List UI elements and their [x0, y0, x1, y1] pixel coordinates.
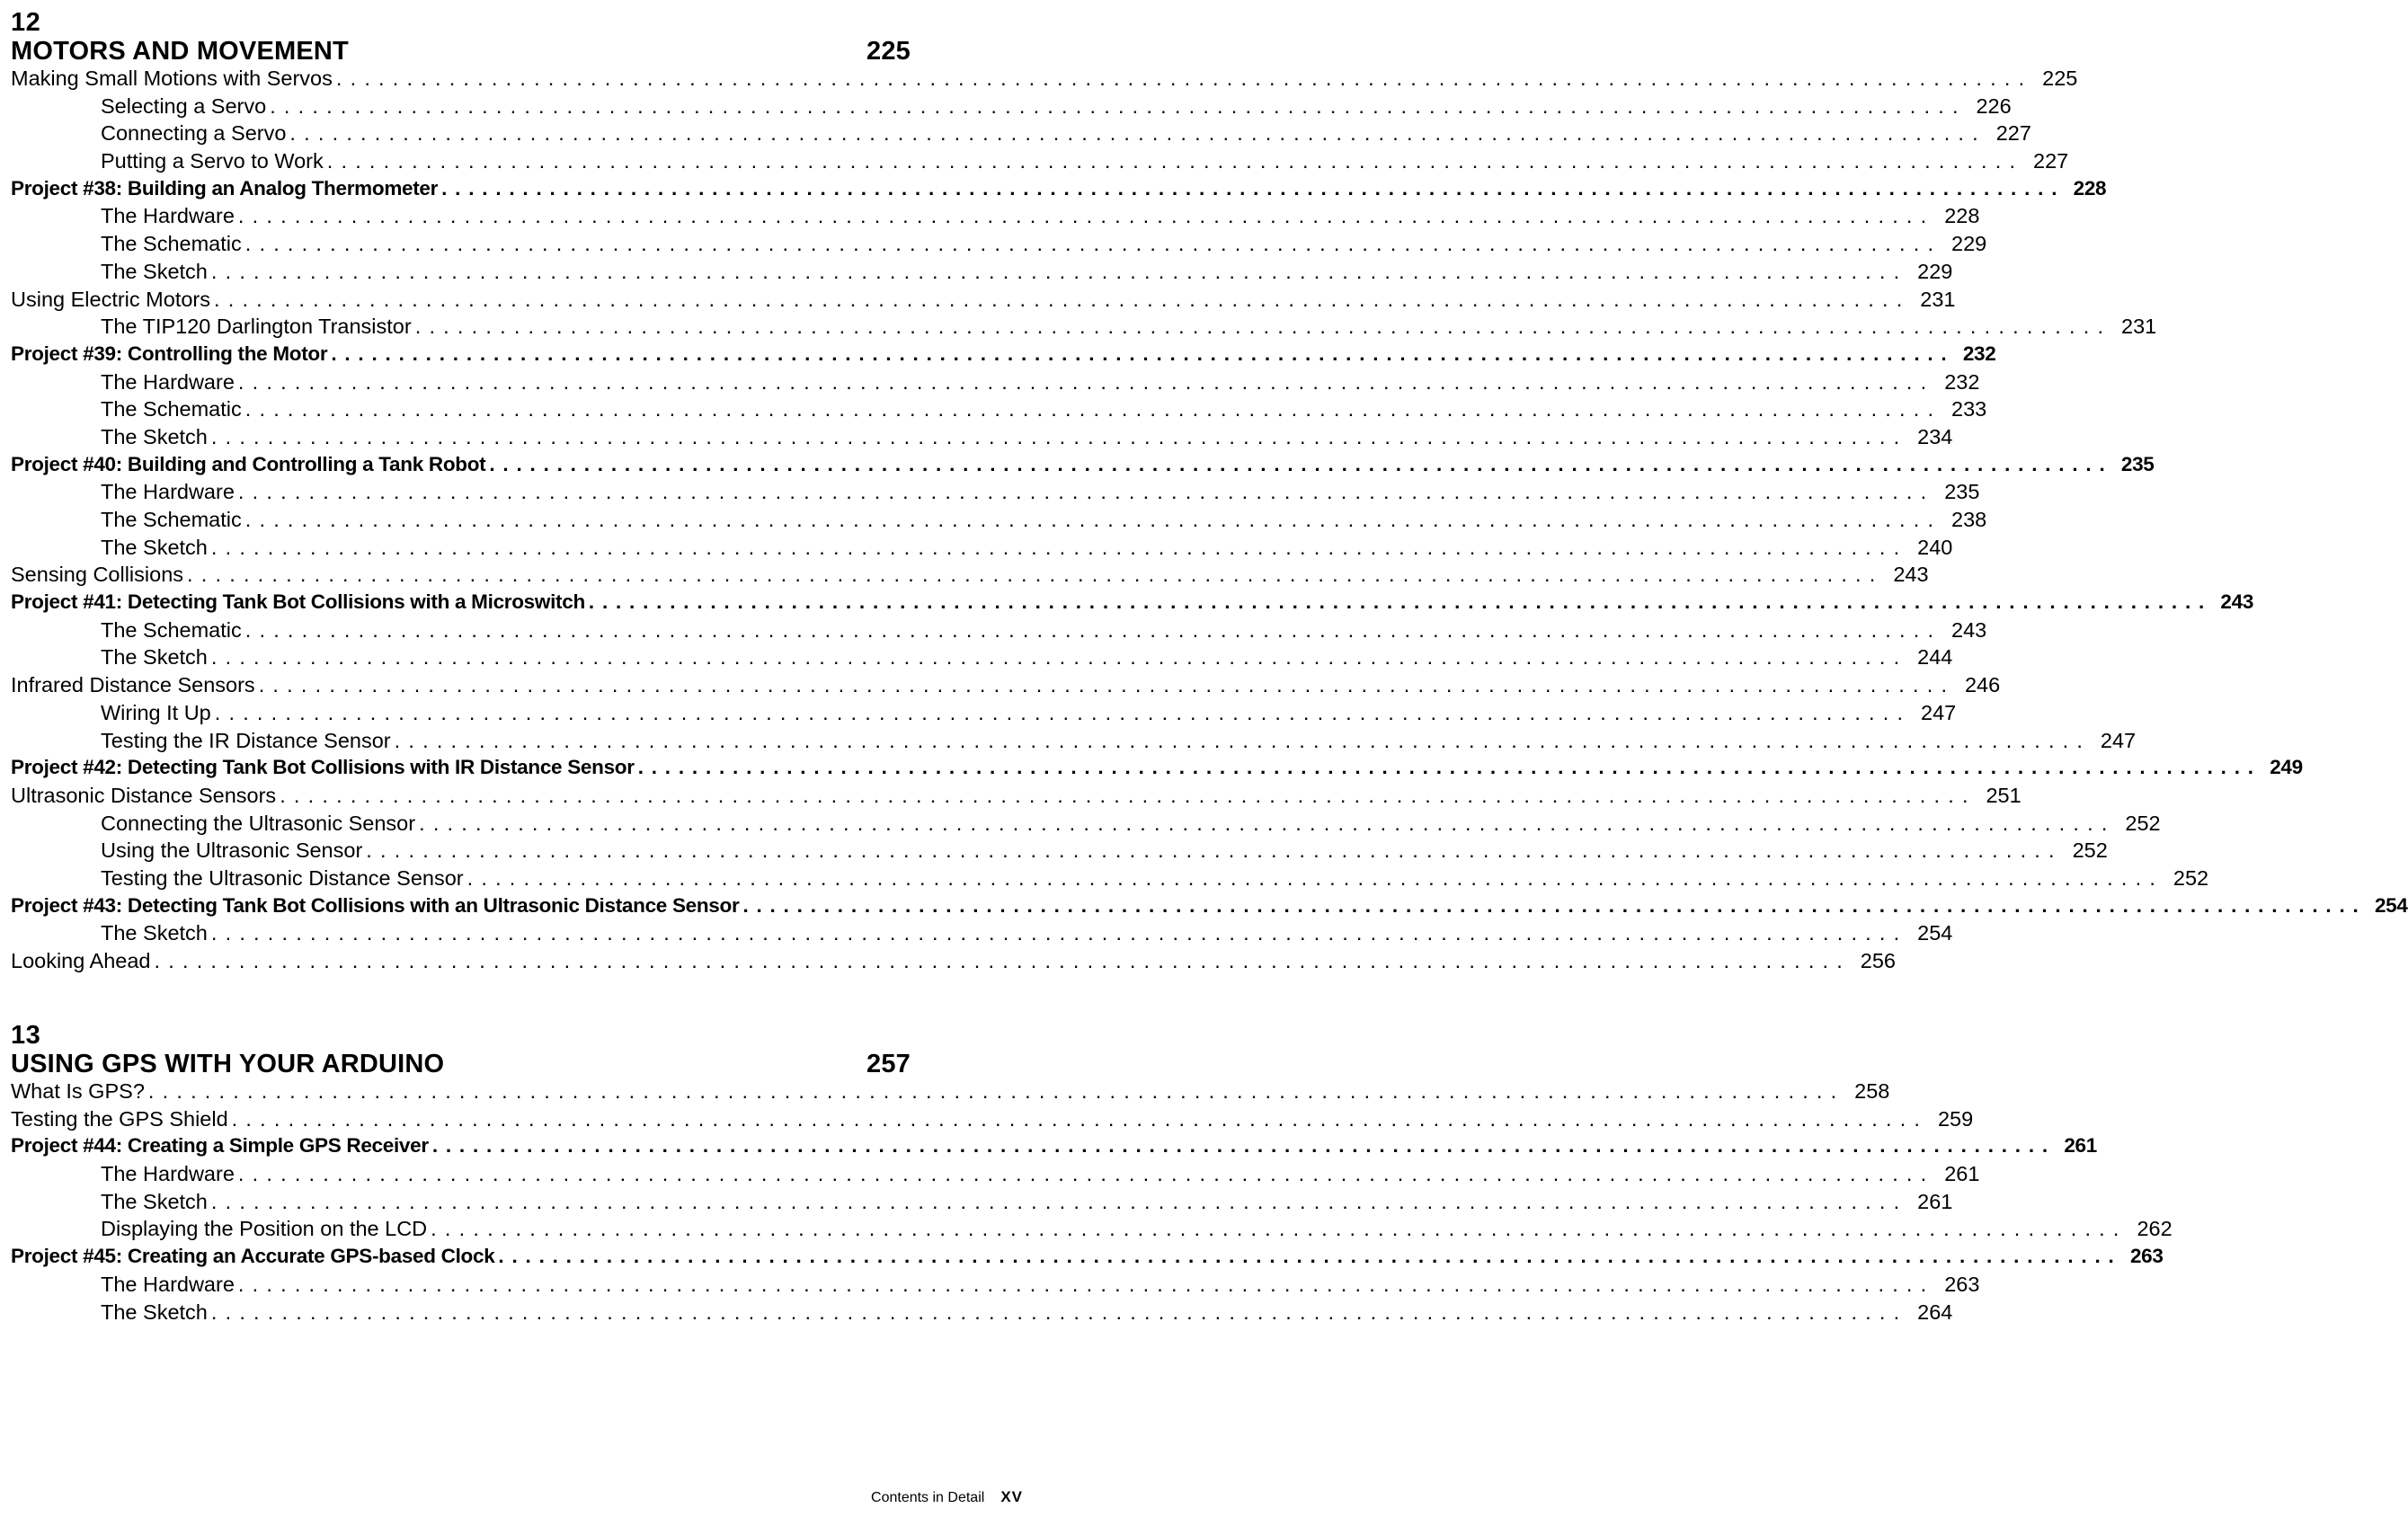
- entry-page-number: 227: [2033, 149, 2069, 173]
- dot-leader: ........................................................................................................................: [419, 811, 2116, 835]
- entry-page-number: 225: [2042, 67, 2078, 90]
- entry-label: The Sketch: [101, 921, 208, 945]
- entry-label: The TIP120 Darlington Transistor: [101, 315, 412, 339]
- dot-leader: ........................................................................................................................: [366, 838, 2063, 863]
- entry-label: Project #44: Creating a Simple GPS Receiver: [11, 1134, 429, 1158]
- entry-page-number: 262: [2137, 1217, 2173, 1241]
- entry-label: Testing the GPS Shield: [11, 1106, 228, 1131]
- entry-label: Project #45: Creating an Accurate GPS-based Clock: [11, 1245, 495, 1268]
- dot-leader: ........................................................................................................................: [498, 1245, 2122, 1268]
- entry-label: Project #40: Building and Controlling a Tank Robot: [11, 452, 486, 475]
- entry-page-number: 264: [1917, 1300, 1953, 1324]
- toc-project-entry[interactable]: [11, 1132, 2097, 1160]
- entry-page-number: 235: [2120, 452, 2155, 475]
- chapter-title[interactable]: MOTORS AND MOVEMENT: [11, 37, 349, 66]
- entry-label: The Hardware: [101, 1162, 235, 1186]
- dot-leader: ........................................................................................................................: [147, 1079, 1845, 1103]
- chapter-heading[interactable]: [11, 1049, 911, 1081]
- toc-project-entry[interactable]: [11, 589, 2254, 617]
- toc-subsection-entry[interactable]: [11, 478, 1980, 506]
- entry-page-number: 226: [1976, 93, 2012, 118]
- toc-project-entry[interactable]: [11, 892, 2408, 920]
- entry-label: The Schematic: [101, 508, 242, 531]
- entry-page-number: 232: [1962, 342, 1996, 365]
- toc-subsection-entry[interactable]: [11, 1299, 1953, 1326]
- entry-label: Project #38: Building an Analog Thermometer: [11, 176, 439, 200]
- dot-leader: ........................................................................................................................: [210, 259, 1908, 283]
- dot-leader: ........................................................................................................................: [214, 700, 1912, 724]
- entry-page-number: 252: [2125, 811, 2161, 835]
- entry-page-number: 263: [2129, 1245, 2164, 1268]
- toc-subsection-entry[interactable]: [11, 368, 1980, 396]
- entry-page-number: 243: [2220, 590, 2254, 614]
- toc-subsection-entry[interactable]: [11, 837, 2108, 865]
- toc-subsection-entry[interactable]: [11, 810, 2161, 838]
- entry-page-number: 263: [1944, 1272, 1980, 1296]
- dot-leader: ........................................................................................................................: [244, 397, 1942, 421]
- dot-leader: ........................................................................................................................: [335, 67, 2033, 90]
- entry-label: Project #42: Detecting Tank Bot Collisions with IR Distance Sensor: [11, 756, 635, 779]
- entry-page-number: 227: [1995, 121, 2031, 146]
- dot-leader: ........................................................................................................................: [210, 1300, 1908, 1324]
- entry-label: Infrared Distance Sensors: [11, 673, 255, 697]
- entry-page-number: 231: [2121, 315, 2157, 339]
- entry-page-number: 234: [1917, 424, 1953, 448]
- dot-leader: ........................................................................................................................: [331, 342, 1955, 365]
- entry-page-number: 251: [1986, 783, 2021, 807]
- entry-page-number: 247: [2100, 728, 2137, 752]
- chapter-heading[interactable]: [11, 36, 911, 68]
- entry-label: Wiring It Up: [101, 700, 211, 724]
- toc-section-entry[interactable]: [11, 671, 2001, 699]
- dot-leader: ........................................................................................................................: [466, 865, 2164, 890]
- toc-entry-list: [11, 65, 2408, 975]
- entry-page-number: 228: [2073, 176, 2107, 200]
- toc-subsection-entry[interactable]: [11, 1160, 1980, 1188]
- dot-leader: ........................................................................................................................: [742, 893, 2367, 917]
- toc-subsection-entry[interactable]: [11, 699, 1957, 727]
- entry-page-number: 229: [1951, 232, 1987, 256]
- entry-page-number: 261: [2064, 1134, 2097, 1158]
- toc-project-entry[interactable]: [11, 451, 2155, 479]
- entry-label: The Schematic: [101, 617, 242, 642]
- dot-leader: ........................................................................................................................: [210, 535, 1908, 559]
- dot-leader: ........................................................................................................................: [431, 1217, 2128, 1241]
- dot-leader: ........................................................................................................................: [237, 480, 1935, 504]
- toc-subsection-entry[interactable]: [11, 230, 1987, 258]
- toc-section-entry[interactable]: [11, 1078, 1890, 1105]
- entry-page-number: 261: [1944, 1162, 1980, 1186]
- entry-page-number: 249: [2270, 756, 2303, 779]
- toc-subsection-entry[interactable]: [11, 1215, 2173, 1243]
- entry-page-number: 232: [1944, 369, 1980, 394]
- entry-page-number: 261: [1917, 1189, 1953, 1213]
- entry-label: The Hardware: [101, 480, 235, 504]
- entry-label: The Sketch: [101, 259, 208, 283]
- toc-subsection-entry[interactable]: [11, 919, 1953, 947]
- dot-leader: ........................................................................................................................: [237, 369, 1935, 394]
- chapter-12-section: [11, 8, 2408, 975]
- entry-label: Testing the IR Distance Sensor: [101, 728, 391, 752]
- dot-leader: ........................................................................................................................: [258, 673, 1956, 697]
- entry-label: Using Electric Motors: [11, 287, 210, 311]
- entry-label: The Hardware: [101, 204, 235, 228]
- dot-leader: ........................................................................................................................: [414, 315, 2112, 339]
- entry-page-number: 238: [1951, 508, 1987, 531]
- toc-section-entry[interactable]: [11, 561, 1929, 589]
- toc-project-entry[interactable]: [11, 754, 2303, 782]
- entry-page-number: 259: [1937, 1106, 1974, 1131]
- chapter-number: 12: [11, 8, 41, 37]
- dot-leader: ........................................................................................................................: [244, 617, 1942, 642]
- entry-label: The Schematic: [101, 232, 242, 256]
- entry-label: Putting a Servo to Work: [101, 149, 324, 173]
- entry-label: Displaying the Position on the LCD: [101, 1217, 428, 1241]
- entry-page-number: 243: [1893, 563, 1929, 587]
- entry-label: The Sketch: [101, 424, 208, 448]
- entry-label: What Is GPS?: [11, 1079, 145, 1103]
- entry-page-number: 254: [1917, 921, 1953, 945]
- entry-page-number: 252: [2072, 838, 2108, 863]
- entry-label: The Sketch: [101, 535, 208, 559]
- entry-label: The Sketch: [101, 1300, 208, 1324]
- entry-label: Ultrasonic Distance Sensors: [11, 783, 277, 807]
- entry-label: The Sketch: [101, 645, 208, 670]
- dot-leader: ........................................................................................................................: [244, 232, 1942, 256]
- dot-leader: ........................................................................................................................: [588, 590, 2213, 614]
- dot-leader: ........................................................................................................................: [231, 1106, 1929, 1131]
- entry-label: The Hardware: [101, 1272, 235, 1296]
- dot-leader: ........................................................................................................................: [237, 204, 1935, 228]
- entry-label: The Sketch: [101, 1189, 208, 1213]
- entry-page-number: 252: [2173, 865, 2209, 890]
- toc-subsection-entry[interactable]: [11, 258, 1953, 286]
- page-folio: XV: [1000, 1488, 1023, 1505]
- toc-subsection-entry[interactable]: [11, 617, 1987, 644]
- dot-leader: ........................................................................................................................: [431, 1134, 2056, 1158]
- dot-leader: ........................................................................................................................: [237, 1272, 1935, 1296]
- entry-label: Connecting a Servo: [101, 121, 287, 146]
- toc-section-entry[interactable]: [11, 782, 2021, 810]
- dot-leader: ........................................................................................................................: [210, 645, 1908, 670]
- toc-subsection-entry[interactable]: [11, 93, 2012, 120]
- toc-section-entry[interactable]: [11, 65, 2078, 93]
- dot-leader: ........................................................................................................................: [326, 149, 2024, 173]
- dot-leader: ........................................................................................................................: [280, 783, 1977, 807]
- dot-leader: ........................................................................................................................: [154, 949, 1852, 972]
- dot-leader: ........................................................................................................................: [244, 508, 1942, 531]
- entry-label: Selecting a Servo: [101, 93, 267, 118]
- entry-page-number: 228: [1944, 204, 1980, 228]
- toc-subsection-entry[interactable]: [11, 147, 2069, 175]
- toc-subsection-entry[interactable]: [11, 395, 1987, 423]
- dot-leader: ........................................................................................................................: [270, 93, 1967, 118]
- dot-leader: ........................................................................................................................: [187, 563, 1884, 587]
- entry-label: Looking Ahead: [11, 949, 151, 972]
- entry-label: Project #43: Detecting Tank Bot Collisions with an Ultrasonic Distance Sensor: [11, 893, 740, 917]
- entry-label: Testing the Ultrasonic Distance Sensor: [101, 865, 464, 890]
- entry-label: Making Small Motions with Servos: [11, 67, 333, 90]
- toc-subsection-entry[interactable]: [11, 643, 1953, 671]
- chapter-page[interactable]: 225: [866, 37, 911, 66]
- dot-leader: ........................................................................................................................: [489, 452, 2113, 475]
- entry-page-number: 256: [1860, 949, 1897, 972]
- entry-page-number: 246: [1964, 673, 2001, 697]
- entry-label: Connecting the Ultrasonic Sensor: [101, 811, 416, 835]
- toc-section-entry[interactable]: [11, 1105, 1974, 1133]
- entry-page-number: 254: [2374, 893, 2408, 917]
- chapter-13-section: [11, 1021, 2173, 1326]
- entry-page-number: 233: [1951, 397, 1987, 421]
- entry-page-number: 247: [1921, 700, 1957, 724]
- running-title: Contents in Detail: [871, 1490, 985, 1505]
- dot-leader: ........................................................................................................................: [637, 756, 2261, 779]
- toc-subsection-entry[interactable]: [11, 313, 2157, 341]
- entry-page-number: 235: [1944, 480, 1980, 504]
- toc-subsection-entry[interactable]: [11, 727, 2137, 755]
- dot-leader: ........................................................................................................................: [237, 1162, 1935, 1186]
- entry-page-number: 258: [1854, 1079, 1890, 1103]
- toc-entry-list: [11, 1078, 2173, 1326]
- toc-subsection-entry[interactable]: [11, 534, 1953, 562]
- dot-leader: ........................................................................................................................: [214, 287, 1911, 311]
- toc-subsection-entry[interactable]: [11, 423, 1953, 451]
- toc-subsection-entry[interactable]: [11, 120, 2031, 147]
- entry-page-number: 244: [1917, 645, 1953, 670]
- toc-project-entry[interactable]: [11, 1243, 2164, 1271]
- toc-subsection-entry[interactable]: [11, 1188, 1953, 1216]
- entry-page-number: 231: [1920, 287, 1956, 311]
- dot-leader: ........................................................................................................................: [210, 921, 1908, 945]
- entry-label: Sensing Collisions: [11, 563, 184, 587]
- dot-leader: ........................................................................................................................: [210, 424, 1908, 448]
- chapter-page[interactable]: 257: [866, 1050, 911, 1078]
- entry-page-number: 243: [1951, 617, 1987, 642]
- toc-project-entry[interactable]: [11, 341, 1996, 368]
- entry-label: Project #41: Detecting Tank Bot Collisions with a Microswitch: [11, 590, 585, 614]
- entry-label: The Schematic: [101, 397, 242, 421]
- page-footer: [871, 1488, 1023, 1506]
- toc-section-entry[interactable]: [11, 286, 1956, 314]
- toc-subsection-entry[interactable]: [11, 202, 1980, 230]
- chapter-number: 13: [11, 1021, 41, 1050]
- toc-project-entry[interactable]: [11, 175, 2107, 203]
- toc-section-entry[interactable]: [11, 947, 1897, 975]
- toc-subsection-entry[interactable]: [11, 1271, 1980, 1299]
- dot-leader: ........................................................................................................................: [441, 176, 2066, 200]
- dot-leader: ........................................................................................................................: [394, 728, 2092, 752]
- dot-leader: ........................................................................................................................: [210, 1189, 1908, 1213]
- chapter-title[interactable]: USING GPS WITH YOUR ARDUINO: [11, 1050, 445, 1078]
- toc-subsection-entry[interactable]: [11, 865, 2209, 892]
- entry-label: Project #39: Controlling the Motor: [11, 342, 328, 365]
- entry-page-number: 240: [1917, 535, 1953, 559]
- toc-subsection-entry[interactable]: [11, 506, 1987, 534]
- entry-label: Using the Ultrasonic Sensor: [101, 838, 363, 863]
- dot-leader: ........................................................................................................................: [289, 121, 1986, 146]
- entry-page-number: 229: [1917, 259, 1953, 283]
- entry-label: The Hardware: [101, 369, 235, 394]
